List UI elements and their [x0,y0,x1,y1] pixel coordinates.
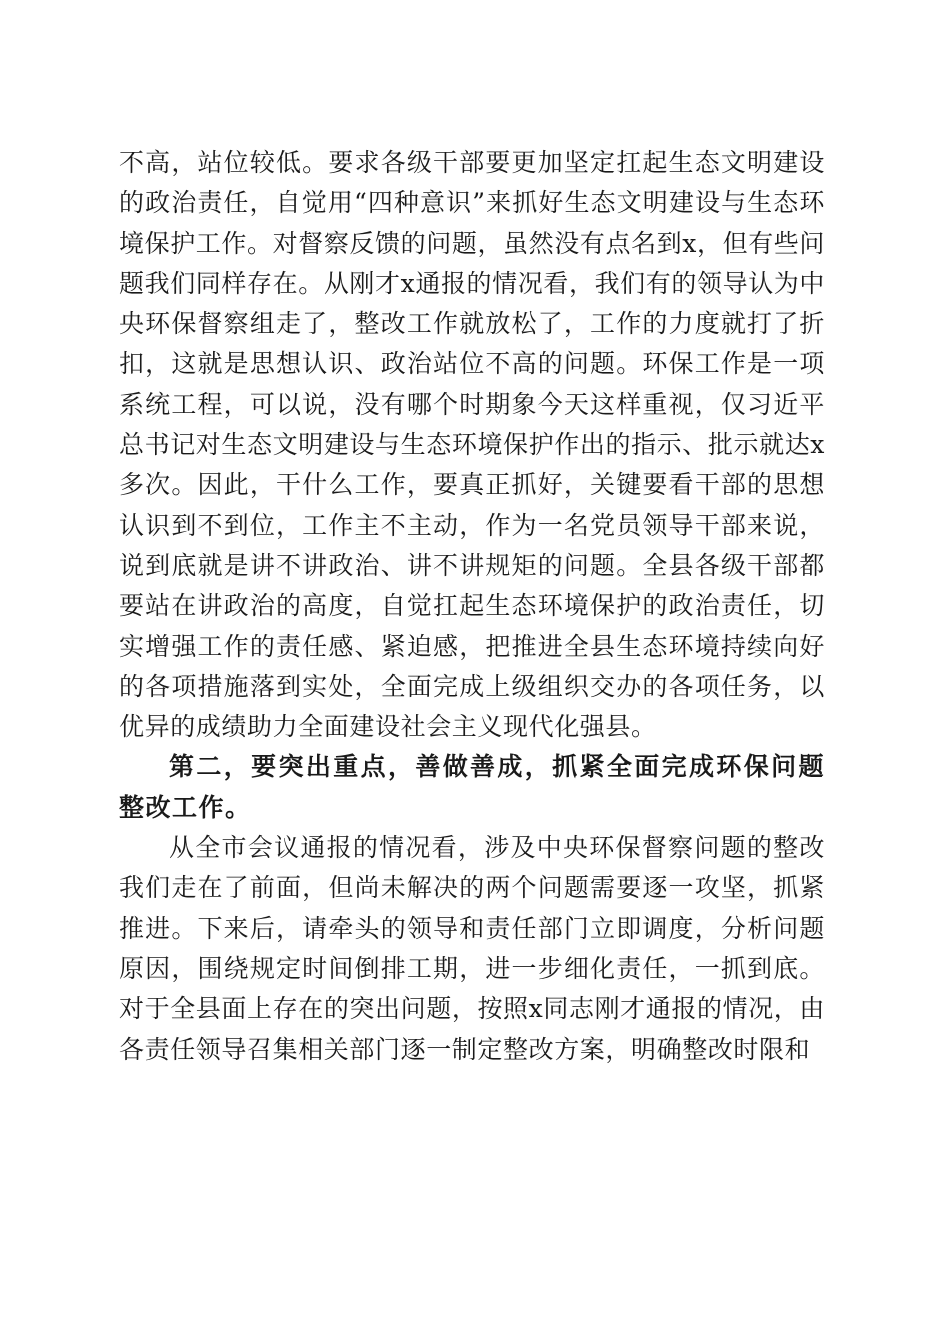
paragraph-rectification: 从全市会议通报的情况看，涉及中央环保督察问题的整改我们走在了前面，但尚未解决的两个问题需要逐一攻坚，抓紧推进。下来后，请牵头的领导和责任部门立即调度，分析问题原因，围绕规定时间倒排工期，进一步细化责任，一抓到底。对于全县面上存在的突出问题，按照x同志刚才通报的情况，由各责任领导召集相关部门逐一制定整改方案，明确整改时限和 [119,833,825,1064]
document-body [119,143,825,1070]
section-heading-second: 第二，要突出重点，善做善成，抓紧全面完成环保问题整改工作。 [119,752,825,822]
paragraph-continued: 不高，站位较低。要求各级干部要更加坚定扛起生态文明建设的政治责任，自觉用“四种意识”来抓好生态文明建设与生态环境保护工作。对督察反馈的问题，虽然没有点名到x，但有些问题我们同样存在。从刚才x通报的情况看，我们有的领导认为中央环保督察组走了，整改工作就放松了，工作的力度就打了折扣，这就是思想认识、政治站位不高的问题。环保工作是一项系统工程，可以说，没有哪个时期象今天这样重视，仅习近平总书记对生态文明建设与生态环境保护作出的指示、批示就达x多次。因此，干什么工作，要真正抓好，关键要看干部的思想认识到不到位，工作主不主动，作为一名党员领导干部来说，说到底就是讲不讲政治、讲不讲规矩的问题。全县各级干部都要站在讲政治的高度，自觉扛起生态环境保护的政治责任，切实增强工作的责任感、紧迫感，把推进全县生态环境持续向好的各项措施落到实处，全面完成上级组织交办的各项任务，以优异的成绩助力全面建设社会主义现代化强县。 [119,148,825,742]
